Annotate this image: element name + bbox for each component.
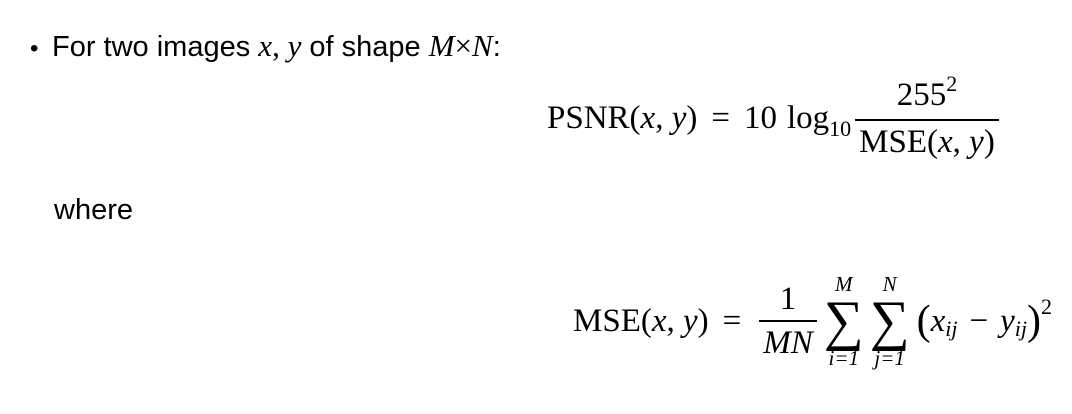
var-x: x [258,28,273,63]
sum-over-i [824,272,864,370]
sigma-icon: ∑ [869,290,910,352]
sum-lower-limit-j: j=1 [874,346,905,370]
psnr-denominator: MSE(x, y) [859,123,995,160]
dim-n: N [472,28,493,63]
mse-lhs: MSE(x, y) [573,302,709,339]
comma: , [272,28,288,63]
equals-sign: = [711,99,730,136]
sum-upper-limit-m: M [834,272,853,296]
bullet-text-mid: of shape [301,31,429,63]
square-exponent: 2 [1041,294,1053,319]
bullet-icon: • [30,35,39,62]
log-base: 10 [829,115,852,141]
psnr-numerator: $255^2$ [896,70,958,113]
numerator-exponent: 2 [946,70,958,96]
y-subscript: ij [1014,316,1028,341]
psnr-equation [547,68,1003,168]
mse-fraction [759,280,817,362]
log-operator: $\log_{10}$ [786,99,852,141]
squared-difference: ( x ij − y ij ) 2 [916,294,1053,344]
var-y: y [287,28,302,63]
psnr-fraction [855,70,999,161]
times-symbol: × [454,28,473,63]
open-paren: ( [916,298,931,344]
sum-over-j [870,272,910,370]
mse-denominator: MN [763,325,813,361]
equals-sign: = [722,302,742,339]
bullet-line [30,26,501,69]
minus-sign: − [969,302,989,339]
sigma-icon: ∑ [823,290,864,352]
close-paren: ) [1027,298,1042,344]
bullet-text-before: For two images [52,31,259,63]
sum-upper-limit-n: N [882,272,897,296]
where-label: where [54,194,133,226]
coefficient: 10 [743,99,777,136]
dim-m: M [428,28,455,63]
mse-equation [573,246,1052,396]
mse-numerator: 1 [779,281,797,317]
colon: : [492,31,501,63]
psnr-lhs: PSNR(x, y) [547,99,698,136]
sum-lower-limit-i: i=1 [828,346,859,370]
x-subscript: ij [945,316,958,341]
